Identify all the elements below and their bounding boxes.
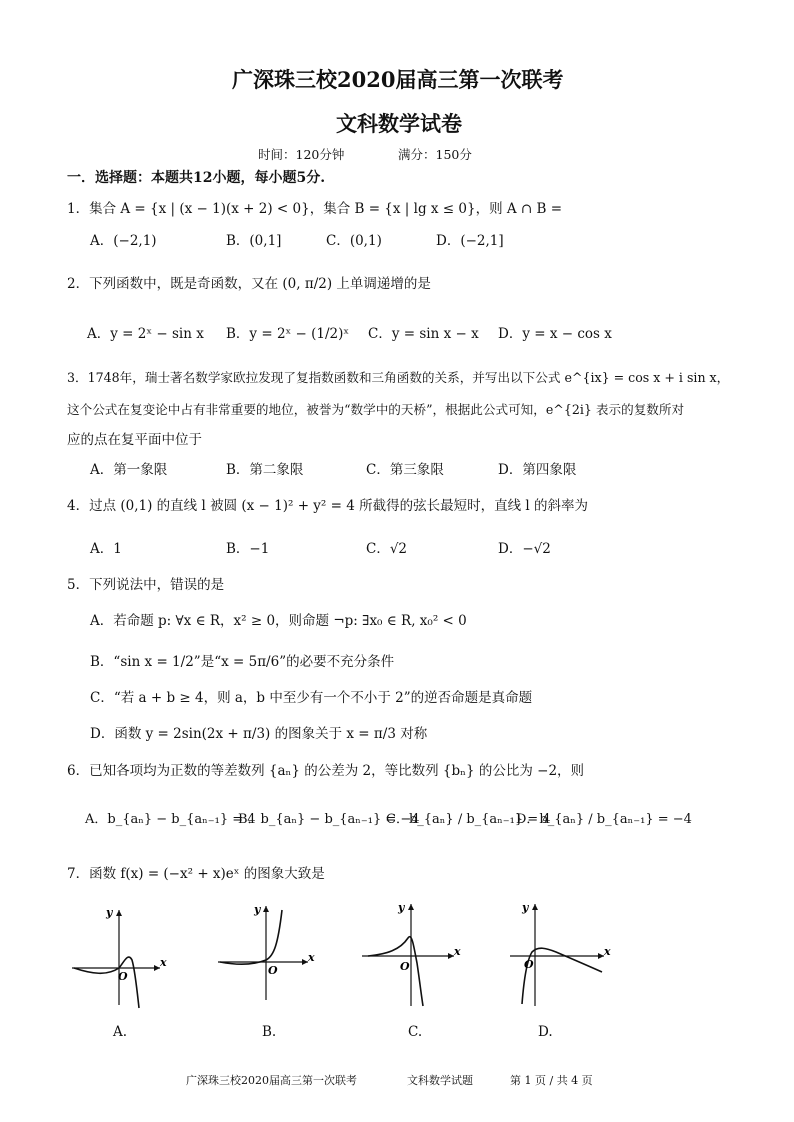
graph-d (508, 898, 612, 1010)
question-4-option-d: D．−√2 (498, 541, 551, 557)
question-7-stem: 7．函数 f(x) = (−x² + x)eˣ 的图象大致是 (67, 866, 325, 882)
footer-exam-name: 广深珠三校2020届高三第一次联考 (186, 1074, 357, 1087)
question-3-option-b: B．第二象限 (226, 462, 304, 478)
graph-b-label: B. (262, 1024, 277, 1040)
question-2-option-d: D．y = x − cos x (498, 326, 612, 342)
question-6-option-d: D．b_{aₙ} / b_{aₙ₋₁} = −4 (516, 812, 692, 827)
graph-b-x-label: x (308, 951, 315, 964)
graph-d-label: D. (538, 1024, 553, 1040)
question-1-option-b: B．(0,1] (226, 233, 282, 249)
graph-c (362, 898, 462, 1010)
graph-d-origin: O (524, 958, 534, 971)
question-5-option-c: C．“若 a + b ≥ 4，则 a，b 中至少有一个不小于 2”的逆否命题是真命题 (90, 690, 533, 706)
graph-a-x-label: x (160, 956, 167, 969)
graph-d-svg (508, 898, 612, 1010)
paper-subtitle: 文科数学试卷 (336, 111, 462, 136)
graph-c-x-label: x (454, 945, 461, 958)
question-4-option-c: C．√2 (366, 541, 408, 557)
graph-a-svg (72, 900, 172, 1010)
graph-b-origin: O (268, 964, 278, 977)
graph-a-y-label: y (106, 906, 113, 919)
question-5-stem: 5．下列说法中，错误的是 (67, 577, 225, 593)
question-4-option-a: A．1 (90, 541, 122, 557)
question-2-option-a: A．y = 2ˣ − sin x (87, 326, 204, 342)
graph-d-x-label: x (604, 945, 611, 958)
question-6-stem: 6．已知各项均为正数的等差数列 {aₙ} 的公差为 2，等比数列 {bₙ} 的公比为 −2，则 (67, 763, 585, 779)
question-5-option-d: D．函数 y = 2sin(2x + π/3) 的图象关于 x = π/3 对称 (90, 726, 428, 742)
question-3-stem-line-1: 3．1748年，瑞士著名数学家欧拉发现了复指数函数和三角函数的关系，并写出以下公式 e^{ix} = cos x + i sin x， (67, 370, 730, 385)
question-2-option-c: C．y = sin x − x (368, 326, 479, 342)
full-score: 满分：150分 (398, 147, 472, 162)
exam-title: 广深珠三校2020届高三第一次联考 (232, 67, 564, 92)
graph-b-svg (216, 900, 316, 1010)
question-1-option-c: C．(0,1) (326, 233, 382, 249)
question-4-option-b: B．−1 (226, 541, 270, 557)
question-1-option-a: A．(−2,1) (90, 233, 157, 249)
question-2-stem: 2．下列函数中，既是奇函数，又在 (0, π/2) 上单调递增的是 (67, 276, 431, 292)
question-5-option-b: B．“sin x = 1/2”是“x = 5π/6”的必要不充分条件 (90, 654, 395, 670)
question-5-option-a: A．若命题 p: ∀x ∈ R，x² ≥ 0，则命题 ¬p: ∃x₀ ∈ R, x₀² < 0 (90, 613, 467, 629)
question-1-option-d: D．(−2,1] (436, 233, 504, 249)
graph-b-y-label: y (254, 903, 261, 916)
footer-page-number: 第 1 页 / 共 4 页 (510, 1074, 593, 1087)
graph-a-origin: O (118, 970, 128, 983)
section-heading: 一．选择题：本题共12小题，每小题5分. (67, 170, 326, 186)
graph-b (216, 900, 316, 1010)
question-2-option-b: B．y = 2ˣ − (1/2)ˣ (226, 326, 350, 342)
question-3-option-c: C．第三象限 (366, 462, 444, 478)
graph-a (72, 900, 172, 1010)
time-limit: 时间：120分钟 (258, 147, 345, 162)
question-6-option-b: B．b_{aₙ} − b_{aₙ₋₁} = −4 (238, 812, 420, 827)
question-3-option-a: A．第一象限 (90, 462, 168, 478)
question-1-stem: 1．集合 A = {x | (x − 1)(x + 2) < 0}，集合 B = {x | lg x ≤ 0}，则 A ∩ B = (67, 201, 563, 217)
footer-paper-name: 文科数学试题 (407, 1074, 473, 1087)
graph-d-y-label: y (522, 901, 529, 914)
graph-c-label: C. (408, 1024, 423, 1040)
graph-c-origin: O (400, 960, 410, 973)
graph-c-y-label: y (398, 901, 405, 914)
question-3-stem-line-3: 应的点在复平面中位于 (67, 432, 202, 448)
question-6-option-a: A．b_{aₙ} − b_{aₙ₋₁} = 4 (85, 812, 256, 827)
question-3-option-d: D．第四象限 (498, 462, 577, 478)
graph-a-label: A. (113, 1024, 128, 1040)
graph-c-svg (362, 898, 462, 1010)
question-6-option-c: C．b_{aₙ} / b_{aₙ₋₁} = 4 (386, 812, 551, 827)
question-3-stem-line-2: 这个公式在复变论中占有非常重要的地位，被誉为“数学中的天桥”，根据此公式可知，e^{2i} 表示的复数所对 (67, 402, 685, 417)
question-4-stem: 4．过点 (0,1) 的直线 l 被圆 (x − 1)² + y² = 4 所截得的弦长最短时，直线 l 的斜率为 (67, 498, 589, 514)
